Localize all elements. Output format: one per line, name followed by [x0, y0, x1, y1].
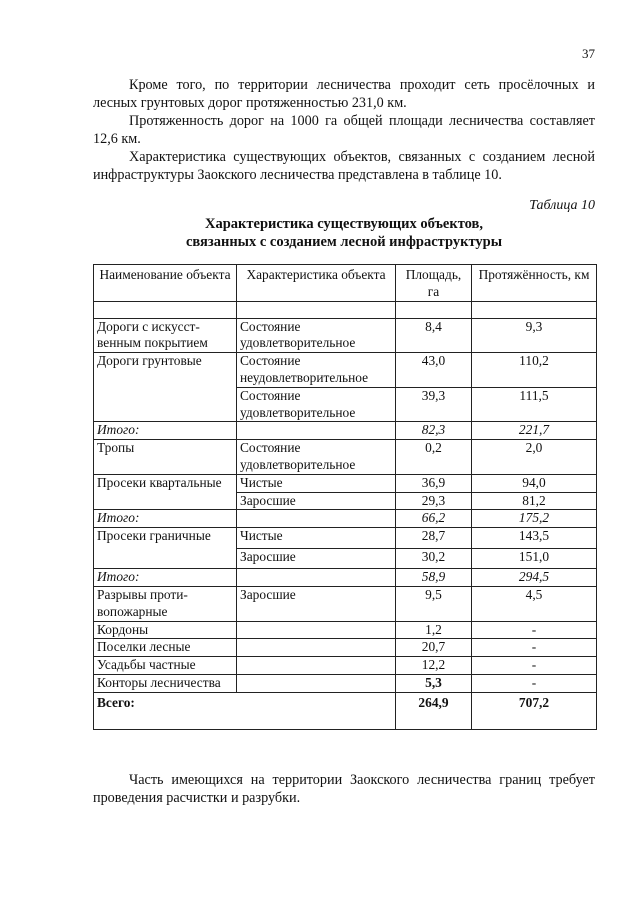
cell-area: 29,3 [396, 492, 472, 510]
table-row [94, 353, 597, 388]
cell-area: 66,2 [396, 510, 472, 528]
cell-name: Конторы лесничества [94, 674, 237, 692]
cell-area: 9,5 [396, 586, 472, 621]
cell-area: 0,2 [396, 440, 472, 475]
cell-length: 707,2 [472, 692, 597, 729]
cell-total-label: Всего: [94, 692, 396, 729]
table-row [94, 657, 597, 675]
table-row [94, 639, 597, 657]
cell-length: 110,2 [472, 353, 597, 388]
cell-name: Просеки квартальные [94, 474, 237, 510]
table-row [94, 474, 597, 492]
cell-characteristic [237, 569, 396, 587]
cell-area: 12,2 [396, 657, 472, 675]
table-total-row [94, 692, 597, 729]
cell-name: Итого: [94, 422, 237, 440]
cell-characteristic: Чистые [237, 474, 396, 492]
cell-characteristic: Состояние удовлетворительное [237, 440, 396, 475]
cell-name: Кордоны [94, 621, 237, 639]
cell-name: Дороги грунтовые [94, 353, 237, 422]
cell-area: 58,9 [396, 569, 472, 587]
cell-area: 30,2 [396, 549, 472, 569]
cell-length: 111,5 [472, 387, 597, 422]
cell-characteristic: Чистые [237, 528, 396, 549]
cell-name: Просеки граничные [94, 528, 237, 569]
cell-length: 294,5 [472, 569, 597, 587]
cell-characteristic: Заросшие [237, 492, 396, 510]
table-title [93, 215, 595, 251]
cell-length: 175,2 [472, 510, 597, 528]
cell-characteristic: Состояние неудовлетворительное [237, 353, 396, 388]
table-title-line-2: связанных с созданием лесной инфраструктуры [185, 234, 503, 250]
cell-length: 2,0 [472, 440, 597, 475]
cell-length: 94,0 [472, 474, 597, 492]
cell-area: 39,3 [396, 387, 472, 422]
paragraph-roads-density: Протяженность дорог на 1000 га общей площади лесничества составляет 12,6 км. [93, 113, 595, 148]
cell-area: 28,7 [396, 528, 472, 549]
cell-characteristic [237, 510, 396, 528]
cell-area: 1,2 [396, 621, 472, 639]
cell-name: Дороги с искусст-венным покрытием [94, 318, 237, 353]
table-row [94, 674, 597, 692]
cell-area: 8,4 [396, 318, 472, 353]
cell-characteristic: Заросшие [237, 586, 396, 621]
spacer-cell [472, 301, 597, 318]
cell-length: - [472, 621, 597, 639]
paragraph-roads-network: Кроме того, по территории лесничества проходит сеть просёлочных и лесных грунтовых дорог протяженностью 231,0 км. [93, 77, 595, 112]
table-row [94, 586, 597, 621]
cell-length: 151,0 [472, 549, 597, 569]
table-row [94, 440, 597, 475]
table-caption: Таблица 10 [529, 198, 595, 213]
cell-length: 81,2 [472, 492, 597, 510]
cell-name: Поселки лесные [94, 639, 237, 657]
table-row [94, 621, 597, 639]
paragraph-table-intro: Характеристика существующих объектов, связанных с созданием лесной инфраструктуры Заокского лесничества представлена в таблице 10. [93, 149, 595, 184]
cell-length: - [472, 674, 597, 692]
table-subtotal-row [94, 422, 597, 440]
infrastructure-table [93, 264, 597, 730]
header-length: Протяжённость, км [472, 265, 597, 302]
cell-characteristic [237, 422, 396, 440]
cell-area: 82,3 [396, 422, 472, 440]
cell-characteristic [237, 657, 396, 675]
cell-area: 36,9 [396, 474, 472, 492]
table-title-line-1: Характеристика существующих объектов, [205, 216, 483, 232]
table-spacer-row [94, 301, 597, 318]
table-row [94, 528, 597, 549]
cell-length: - [472, 657, 597, 675]
cell-characteristic: Заросшие [237, 549, 396, 569]
table-row [94, 318, 597, 353]
cell-length: 9,3 [472, 318, 597, 353]
cell-name: Тропы [94, 440, 237, 475]
cell-area: 5,3 [396, 674, 472, 692]
cell-length: - [472, 639, 597, 657]
table-header-row [94, 265, 597, 302]
spacer-cell [396, 301, 472, 318]
cell-name: Разрывы проти-вопожарные [94, 586, 237, 621]
cell-characteristic: Состояние удовлетворительное [237, 387, 396, 422]
cell-length: 4,5 [472, 586, 597, 621]
cell-length: 143,5 [472, 528, 597, 549]
cell-area: 264,9 [396, 692, 472, 729]
header-characteristic: Характеристика объекта [237, 265, 396, 302]
table-subtotal-row [94, 510, 597, 528]
table-subtotal-row [94, 569, 597, 587]
cell-characteristic [237, 621, 396, 639]
cell-characteristic: Состояние удовлетворительное [237, 318, 396, 353]
cell-name: Итого: [94, 510, 237, 528]
cell-name: Усадьбы частные [94, 657, 237, 675]
cell-length: 221,7 [472, 422, 597, 440]
header-area: Площадь, га [396, 265, 472, 302]
cell-area: 20,7 [396, 639, 472, 657]
paragraph-boundaries: Часть имеющихся на территории Заокского лесничества границ требует проведения расчистки и разрубки. [93, 772, 595, 807]
cell-area: 43,0 [396, 353, 472, 388]
header-name: Наименование объекта [94, 265, 237, 302]
cell-name: Итого: [94, 569, 237, 587]
cell-characteristic [237, 639, 396, 657]
page-number: 37 [582, 46, 595, 61]
spacer-cell [94, 301, 237, 318]
cell-characteristic [237, 674, 396, 692]
spacer-cell [237, 301, 396, 318]
